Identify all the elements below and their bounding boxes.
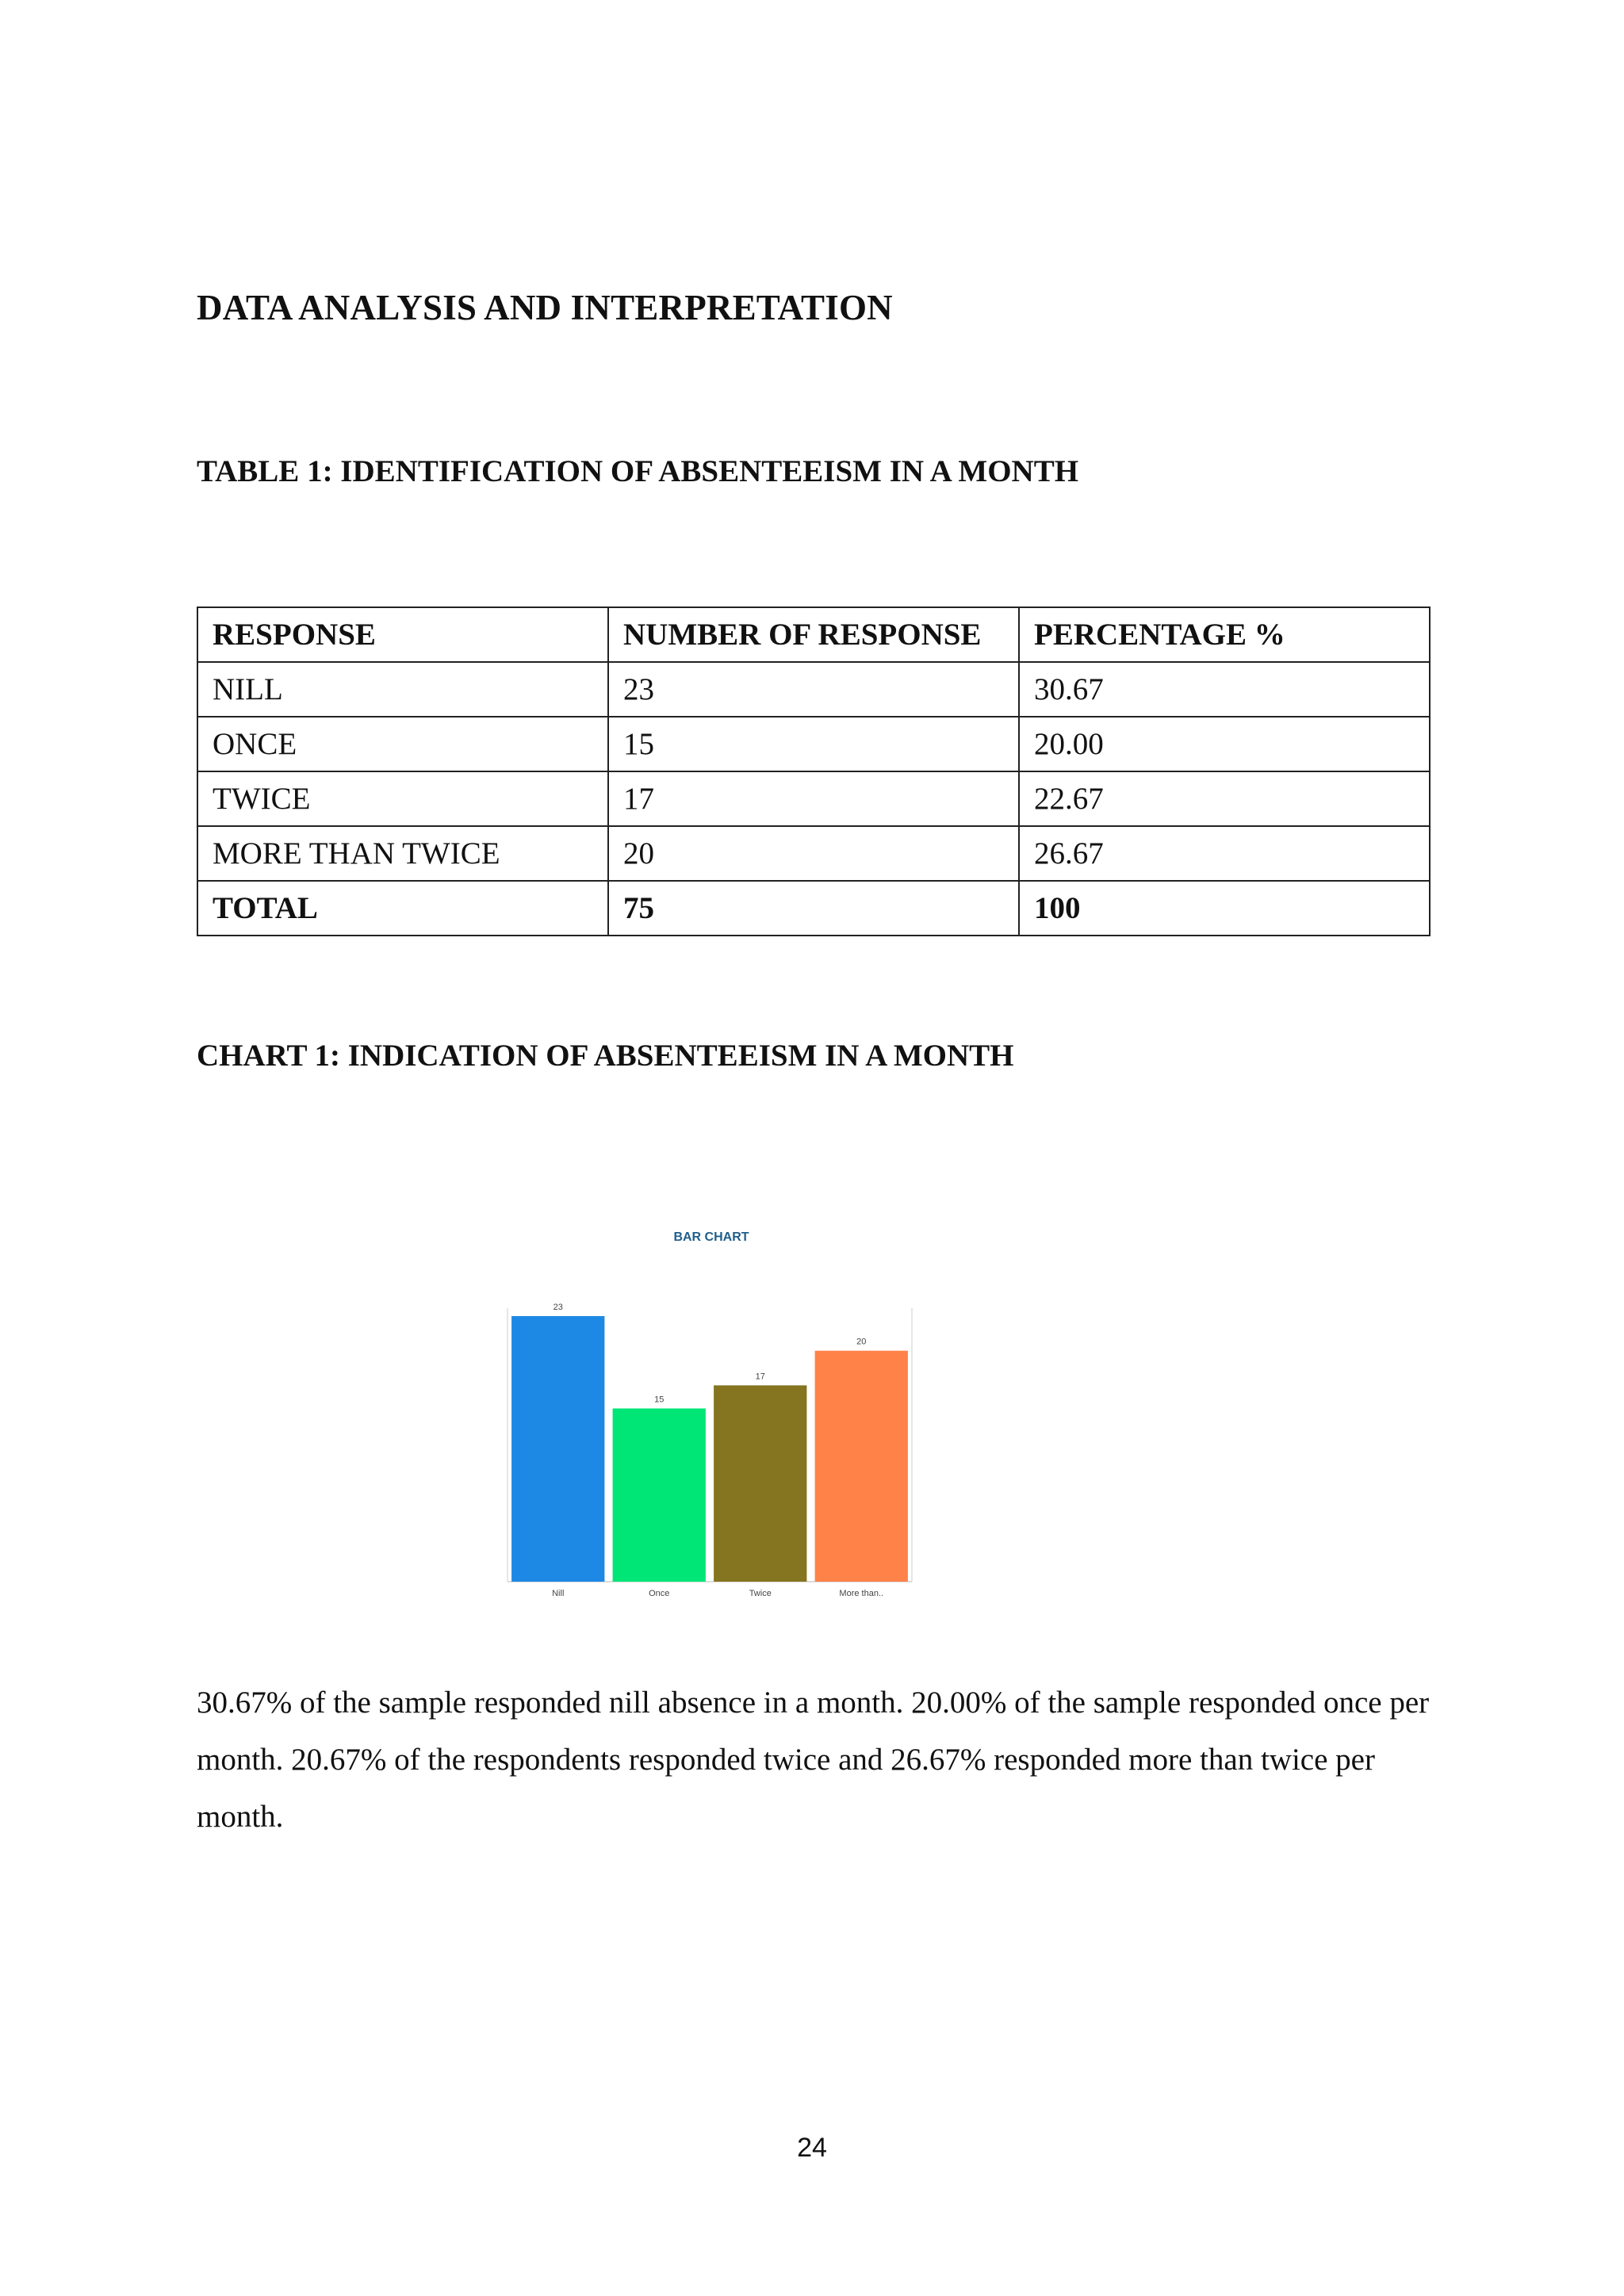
bar-chart bbox=[492, 1213, 936, 1609]
absenteeism-table bbox=[197, 607, 1431, 936]
cell-percentage: 26.67 bbox=[1019, 826, 1430, 881]
cell-response: ONCE bbox=[197, 717, 608, 771]
header-percentage: PERCENTAGE % bbox=[1019, 607, 1430, 662]
total-label: TOTAL bbox=[197, 881, 608, 936]
interpretation-paragraph: 30.67% of the sample responded nill absence in a month. 20.00% of the sample responded once per month. 20.67% of the respondents responded twice and 26.67% responded more than twice per month. bbox=[197, 1686, 1430, 1834]
data-label: 15 bbox=[654, 1395, 665, 1405]
cell-number: 20 bbox=[608, 826, 1019, 881]
table-total-row bbox=[197, 881, 1430, 936]
total-percentage: 100 bbox=[1019, 881, 1430, 936]
bar-nill bbox=[511, 1316, 604, 1582]
chart-caption: CHART 1: INDICATION OF ABSENTEEISM IN A MONTH bbox=[197, 1039, 1014, 1073]
table-row bbox=[197, 717, 1430, 771]
page-number: 24 bbox=[797, 2133, 827, 2163]
cell-percentage: 20.00 bbox=[1019, 717, 1430, 771]
data-label: 17 bbox=[755, 1372, 765, 1382]
cell-percentage: 30.67 bbox=[1019, 662, 1430, 717]
table-title: TABLE 1: IDENTIFICATION OF ABSENTEEISM IN A MONTH bbox=[197, 454, 1079, 488]
category-label: Twice bbox=[749, 1589, 772, 1598]
cell-percentage: 22.67 bbox=[1019, 771, 1430, 826]
bar-chart-svg bbox=[492, 1213, 936, 1609]
data-label: 20 bbox=[856, 1337, 867, 1347]
table-row bbox=[197, 826, 1430, 881]
table-row bbox=[197, 771, 1430, 826]
category-label: More than.. bbox=[839, 1589, 884, 1598]
bar-twice bbox=[714, 1385, 806, 1582]
chart-title: BAR CHART bbox=[673, 1230, 749, 1244]
header-response: RESPONSE bbox=[197, 607, 608, 662]
cell-response: MORE THAN TWICE bbox=[197, 826, 608, 881]
table-header-row bbox=[197, 607, 1430, 662]
category-label: Nill bbox=[552, 1589, 565, 1598]
header-number-of-response: NUMBER OF RESPONSE bbox=[608, 607, 1019, 662]
bar-more-than bbox=[815, 1351, 908, 1582]
category-label: Once bbox=[649, 1589, 670, 1598]
table-row bbox=[197, 662, 1430, 717]
total-number: 75 bbox=[608, 881, 1019, 936]
page-heading: DATA ANALYSIS AND INTERPRETATION bbox=[197, 288, 893, 327]
bar-once bbox=[613, 1409, 706, 1582]
cell-number: 15 bbox=[608, 717, 1019, 771]
cell-response: TWICE bbox=[197, 771, 608, 826]
cell-response: NILL bbox=[197, 662, 608, 717]
cell-number: 17 bbox=[608, 771, 1019, 826]
data-label: 23 bbox=[553, 1303, 563, 1312]
cell-number: 23 bbox=[608, 662, 1019, 717]
